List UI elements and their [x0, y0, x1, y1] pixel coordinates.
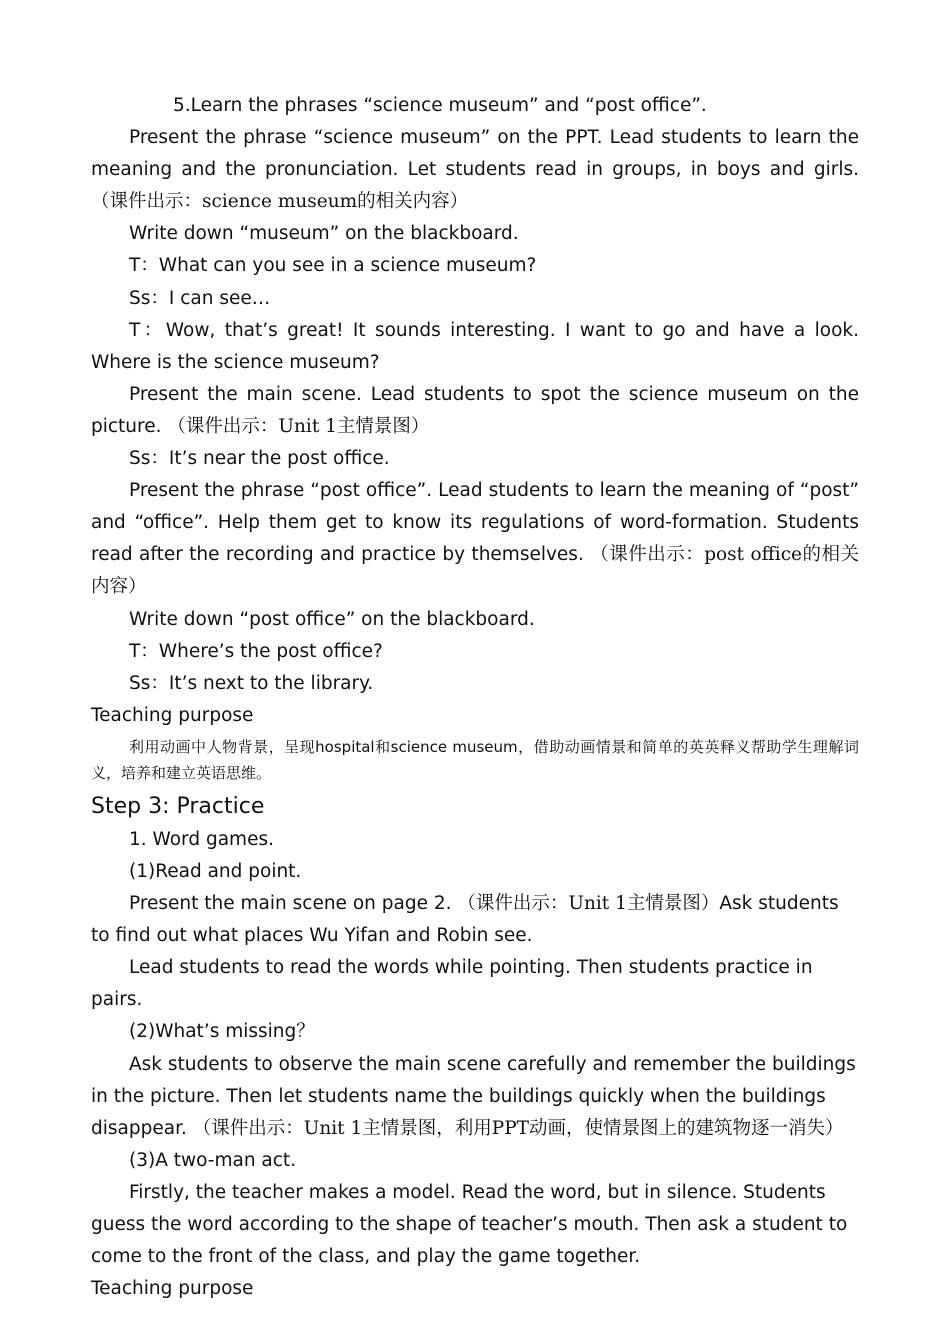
- courseware-note: （课件出示：Unit 1主情景图）: [457, 893, 720, 915]
- paragraph-write-museum: Write down “museum” on the blackboard.: [129, 223, 519, 245]
- paragraph-present-main-scene: Present the main scene. Lead students to spot the science museum on the picture. （课件出示：Unit 1主情景图）: [91, 383, 859, 437]
- courseware-note: （课件出示：science museum的相关内容）: [91, 191, 469, 213]
- dialogue-line: T：Where’s the post office?: [129, 640, 383, 662]
- paragraph-word-games: 1. Word games.: [129, 828, 274, 850]
- dialogue-line: T：Wow, that’s great! It sounds interesting. I want to go and have a look. Where is the science museum?: [91, 319, 859, 373]
- paragraph-present-page-2: Present the main scene on page 2. （课件出示：Unit 1主情景图）Ask students to find out what places Wu Yifan and Robin see.: [91, 893, 839, 947]
- courseware-note: （课件出示：Unit 1主情景图，利用PPT动画，使情景图上的建筑物逐一消失）: [192, 1117, 844, 1139]
- paragraph-teacher-model: Firstly, the teacher makes a model. Read the word, but in silence. Students guess the word according to the shape of teacher’s mouth. Then ask a student to come to the front of the class, and play the game together.: [91, 1181, 848, 1268]
- paragraph-whats-missing: (2)What’s missing？: [129, 1021, 315, 1043]
- paragraph-write-post-office: Write down “post office” on the blackboard.: [129, 608, 535, 630]
- courseware-note: （课件出示：post office的相关内容）: [91, 544, 859, 598]
- paragraph-read-words: Lead students to read the words while pointing. Then students practice in pairs.: [91, 957, 813, 1011]
- courseware-note: （课件出示：Unit 1主情景图）: [167, 415, 430, 437]
- dialogue-line: Ss：It’s near the post office.: [129, 448, 390, 470]
- teaching-purpose-label: Teaching purpose: [91, 704, 254, 726]
- paragraph-present-science-museum: Present the phrase “science museum” on the PPT. Lead students to learn the meaning and the pronunciation. Let students read in groups, in boys and girls. （课件出示：science museum的相关内容）: [91, 127, 859, 213]
- paragraph-two-man-act: (3)A two-man act.: [129, 1149, 297, 1171]
- paragraph-read-and-point: (1)Read and point.: [129, 860, 302, 882]
- step-3-heading: Step 3: Practice: [91, 793, 265, 819]
- dialogue-line: Ss：It’s next to the library.: [129, 672, 374, 694]
- teaching-purpose-label: Teaching purpose: [91, 1278, 254, 1300]
- document-body: [91, 90, 859, 1305]
- paragraph-present-post-office: Present the phrase “post office”. Lead students to learn the meaning of “post” and “office”. Help them get to know its regulations of word-formation. Students read after the recording and practice by themselves. （课件出示：post office的相关内容）: [91, 480, 859, 598]
- dialogue-line: T：What can you see in a science museum?: [129, 255, 537, 277]
- paragraph-heading-5: 5.Learn the phrases “science museum” and “post office”.: [173, 95, 707, 116]
- dialogue-line: Ss：I can see…: [129, 287, 271, 309]
- teaching-purpose-note: 利用动画中人物背景，呈现hospital和science museum，借助动画情景和简单的英英释义帮助学生理解词义，培养和建立英语思维。: [91, 737, 859, 782]
- paragraph-observe-scene: Ask students to observe the main scene carefully and remember the buildings in the picture. Then let students name the buildings quickly when the buildings disappear. （课件出示：Unit 1主情景图，利用PPT动画，使情景图上的建筑物逐一消失）: [91, 1053, 856, 1139]
